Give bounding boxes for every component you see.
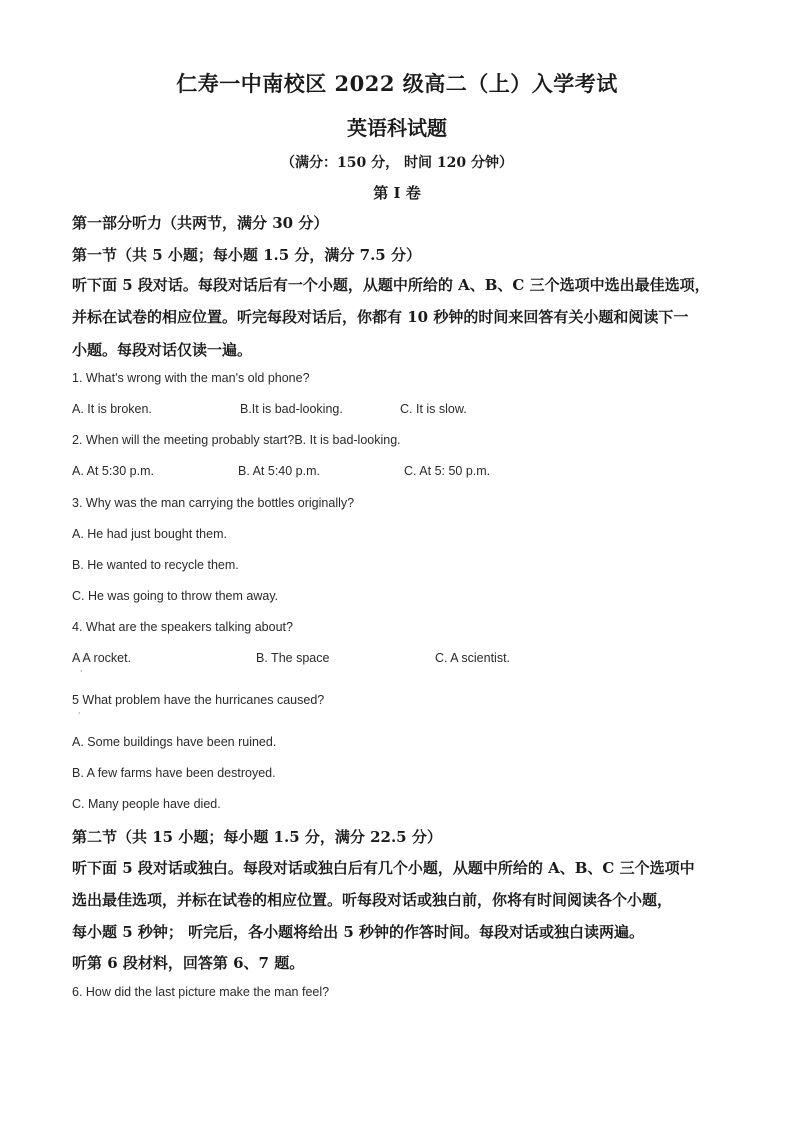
question-5-option-a: A. Some buildings have been ruined. [72,735,277,749]
material-heading: 听第 6 段材料，回答第 6、7 题。 [72,954,305,972]
question-2-option-c: C. At 5: 50 p.m. [404,464,491,478]
question-2-option-b: B. At 5:40 p.m. [238,464,320,478]
instructions-line-3: 小题。每段对话仅读一遍。 [72,341,253,359]
section2-instructions-line-3: 每小题 5 秒钟； 听完后，各小题将给出 5 秒钟的作答时间。每段对话或独白读两遍。 [72,923,644,941]
dot-mark: · [80,667,83,676]
question-2-stem: 2. When will the meeting probably start?B. It is bad-looking. [72,433,401,447]
question-3-option-c: C. He was going to throw them away. [72,589,279,603]
question-4-option-a: A A rocket. [72,651,132,665]
dot-mark: · [78,709,81,718]
question-6-stem: 6. How did the last picture make the man feel? [72,985,330,999]
page-title: 仁寿一中南校区 2022 级高二（上）入学考试 [176,71,618,96]
question-3-option-b: B. He wanted to recycle them. [72,558,239,572]
question-5-option-b: B. A few farms have been destroyed. [72,766,276,780]
section2-instructions-line-1: 听下面 5 段对话或独白。每段对话或独白后有几个小题，从题中所给的 A、B、C 三个选项中 [72,859,695,877]
section1-heading: 第一节（共 5 小题；每小题 1.5 分，满分 7.5 分） [72,246,421,264]
question-4-option-c: C. A scientist. [435,651,511,665]
question-5-option-c: C. Many people have died. [72,797,221,811]
part1-heading: 第一部分听力（共两节，满分 30 分） [72,214,329,232]
volume-label: 第 I 卷 [373,184,421,202]
subject-title: 英语科试题 [347,116,447,140]
question-4-stem: 4. What are the speakers talking about? [72,620,293,634]
question-1-option-a: A. It is broken. [72,402,152,416]
instructions-line-1: 听下面 5 段对话。每段对话后有一个小题，从题中所给的 A、B、C 三个选项中选出最佳选项， [72,276,710,294]
instructions-line-2: 并标在试卷的相应位置。听完每段对话后，你都有 10 秒钟的时间来回答有关小题和阅读下一 [72,308,689,326]
question-3-stem: 3. Why was the man carrying the bottles originally? [72,496,355,510]
section2-heading: 第二节（共 15 小题；每小题 1.5 分，满分 22.5 分） [72,828,442,846]
question-2-option-a: A. At 5:30 p.m. [72,464,154,478]
question-1-option-b: B.It is bad-looking. [240,402,343,416]
exam-info: （满分：150 分， 时间 120 分钟） [281,155,513,171]
section2-instructions-line-2: 选出最佳选项，并标在试卷的相应位置。听每段对话或独白前，你将有时间阅读各个小题， [72,891,673,909]
question-3-option-a: A. He had just bought them. [72,527,227,541]
question-1-stem: 1. What's wrong with the man's old phone? [72,371,310,385]
question-4-option-b: B. The space [256,651,330,665]
question-5-stem: 5 What problem have the hurricanes caused? [72,693,325,707]
question-1-option-c: C. It is slow. [400,402,467,416]
